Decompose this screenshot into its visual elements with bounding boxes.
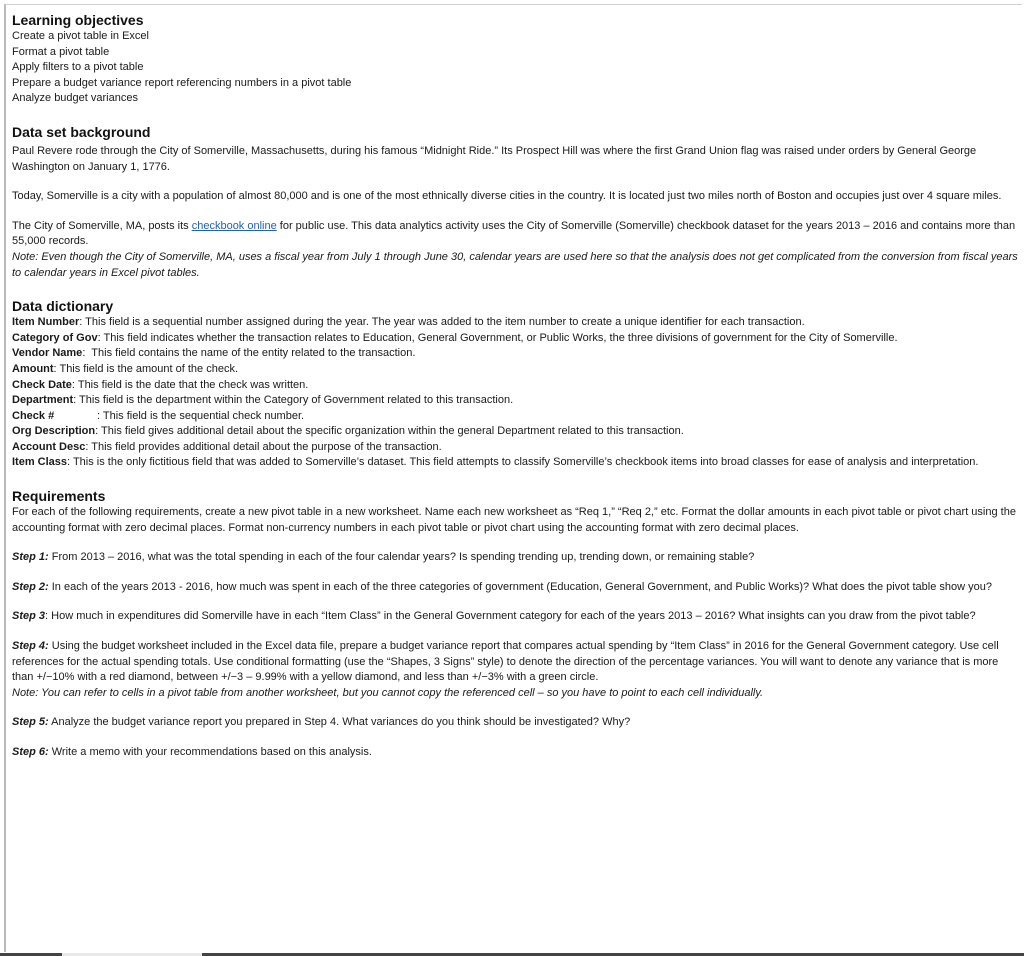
step-text: Using the budget worksheet included in the Excel data file, prepare a budget variance report that compares actual spending by “Item Class” in 2016 for the General Government category. Use cell references for the actual spending totals. Use conditional formatting (use the “Shapes, 3 Signs” style) to denote the direction of the percentage variances. You will want to denote any variance that is more than +/−10% with a red diamond, between +/−3 – 9.99% with a yellow diamond, and less than +/−3% with a green circle.	[12, 640, 999, 684]
step-2	[12, 580, 1022, 596]
step-label: Step 4:	[12, 640, 49, 653]
field-description: This field is the sequential check number.	[102, 409, 305, 422]
step-label: Step 1:	[12, 551, 49, 564]
requirements-heading: Requirements	[12, 488, 106, 505]
field-description: This field contains the name of the entity related to the transaction.	[91, 347, 416, 360]
field-description: This field is the amount of the check.	[59, 362, 239, 375]
field-separator: :	[85, 440, 92, 453]
dictionary-entry	[12, 362, 1022, 378]
field-term: Amount	[12, 362, 54, 375]
objective-item: Prepare a budget variance report referencing numbers in a pivot table	[12, 76, 352, 89]
field-term: Department	[12, 394, 74, 407]
requirements-intro: For each of the following requirements, create a new pivot table in a new worksheet. Name each new worksheet as “Req 1,” “Req 2,” etc. Format the dollar amounts in each pivot table or pivot chart using the accounting format with zero decimal places. Format non-currency numbers in each pivot table or pivot chart using the accounting format with zero decimal places.	[12, 506, 1016, 534]
step-label: Step 6:	[12, 746, 49, 758]
step-text: : How much in expenditures did Somerville have in each “Item Class” in the General Government category for each of the years 2013 – 2016? What insights can you draw from the pivot table?	[45, 610, 976, 623]
field-term: Check Date	[12, 378, 72, 391]
dictionary-entry	[12, 455, 1022, 471]
field-description: This field gives additional detail about the specific organization within the general Department related to this transaction.	[101, 425, 684, 438]
field-separator: :	[97, 331, 104, 344]
data-set-background-heading: Data set background	[12, 123, 151, 140]
step-1	[12, 550, 1022, 566]
learning-objectives-heading: Learning objectives	[12, 12, 144, 28]
field-description: This field is a sequential number assigned during the year. The year was added to the item number to create a unique identifier for each transaction.	[85, 316, 805, 329]
dictionary-entry	[12, 378, 1022, 394]
field-term: Item Number	[12, 316, 80, 329]
field-separator: :	[82, 347, 92, 360]
dictionary-list	[12, 315, 1022, 471]
step-6	[12, 745, 1022, 761]
background-paragraph: Paul Revere rode through the City of Somerville, Massachusetts, during his famous “Midnight Ride.” Its Prospect Hill was where the first Grand Union flag was raised under orders by General George Washington on January 1, 1776.	[12, 144, 977, 173]
step-text: From 2013 – 2016, what was the total spending in each of the four calendar years? Is spending trending up, trending down, or remaining stable?	[48, 551, 755, 564]
field-term: Category of Gov	[12, 331, 98, 344]
text-segment: for public use. This data analytics activity uses the City of Somerville (Somerville) checkbook dataset for the years 2013 – 2016 and contains more than 55,000 records.	[12, 219, 1016, 248]
objective-item: Analyze budget variances	[12, 92, 138, 105]
checkbook-online-link[interactable]: checkbook online	[191, 219, 277, 232]
fiscal-year-note: Note: Even though the City of Somerville, MA, uses a fiscal year from July 1 through June 30, calendar years are used here so that the analysis does not get complicated from the conversion from fiscal years to calendar years in Excel pivot tables.	[12, 250, 1018, 279]
step-text: Write a memo with your recommendations based on this analysis.	[48, 746, 372, 758]
step-text: Analyze the budget variance report you prepared in Step 4. What variances do you think should be investigated? Why?	[48, 716, 631, 729]
dictionary-entry	[12, 424, 1022, 440]
objective-item: Create a pivot table in Excel	[12, 30, 149, 42]
dictionary-entry	[12, 393, 1022, 409]
dictionary-entry	[12, 315, 1022, 331]
field-separator: :	[67, 456, 73, 469]
step-4	[12, 639, 1022, 686]
field-separator: :	[53, 362, 60, 375]
field-term: Vendor Name	[12, 347, 83, 360]
step-label: Step 2:	[12, 580, 49, 593]
field-separator: :	[54, 409, 103, 422]
data-dictionary-heading: Data dictionary	[12, 298, 114, 315]
field-term: Item Class	[12, 456, 68, 469]
step-4-note: Note: You can refer to cells in a pivot table from another worksheet, but you cannot copy the referenced cell – so you have to point to each cell individually.	[12, 686, 764, 699]
background-paragraph-checkbook	[12, 219, 1022, 250]
dictionary-entry	[12, 346, 1022, 362]
field-separator: :	[71, 378, 78, 391]
field-description: This field indicates whether the transaction relates to Education, General Government, or Public Works, the three divisions of government for the City of Somerville.	[103, 331, 898, 344]
field-description: This field is the department within the Category of Government related to this transaction.	[79, 394, 514, 407]
field-separator: :	[79, 316, 86, 329]
step-5	[12, 715, 1022, 731]
background-paragraph: Today, Somerville is a city with a population of almost 80,000 and is one of the most ethnically diverse cities in the country. It is located just two miles north of Boston and occupies just over 4 square miles.	[12, 190, 1002, 203]
field-description: This field is the date that the check was written.	[77, 378, 309, 391]
field-separator: :	[95, 425, 102, 438]
text-segment: The City of Somerville, MA, posts its	[12, 219, 192, 232]
objective-item: Apply filters to a pivot table	[12, 61, 144, 74]
objective-item: Format a pivot table	[12, 45, 110, 58]
field-description: This field provides additional detail about the purpose of the transaction.	[91, 440, 442, 453]
field-term: Org Description	[12, 425, 96, 438]
dictionary-entry	[12, 409, 1022, 425]
step-label: Step 5:	[12, 716, 49, 729]
dictionary-entry	[12, 331, 1022, 347]
objectives-list	[12, 29, 1022, 107]
dictionary-entry	[12, 440, 1022, 456]
document-page	[4, 4, 1022, 952]
field-separator: :	[73, 394, 80, 407]
step-3	[12, 609, 1022, 625]
field-description: This is the only fictitious field that was added to Somerville’s dataset. This field attempts to classify Somerville’s checkbook items into broad classes for ease of analysis and interpretation.	[72, 456, 979, 469]
step-text: In each of the years 2013 - 2016, how much was spent in each of the three categories of government (Education, General Government, and Public Works)? What does the pivot table show you?	[48, 580, 992, 593]
field-term: Check #	[12, 409, 55, 422]
field-term: Account Desc	[12, 440, 86, 453]
step-label: Step 3	[12, 610, 46, 623]
